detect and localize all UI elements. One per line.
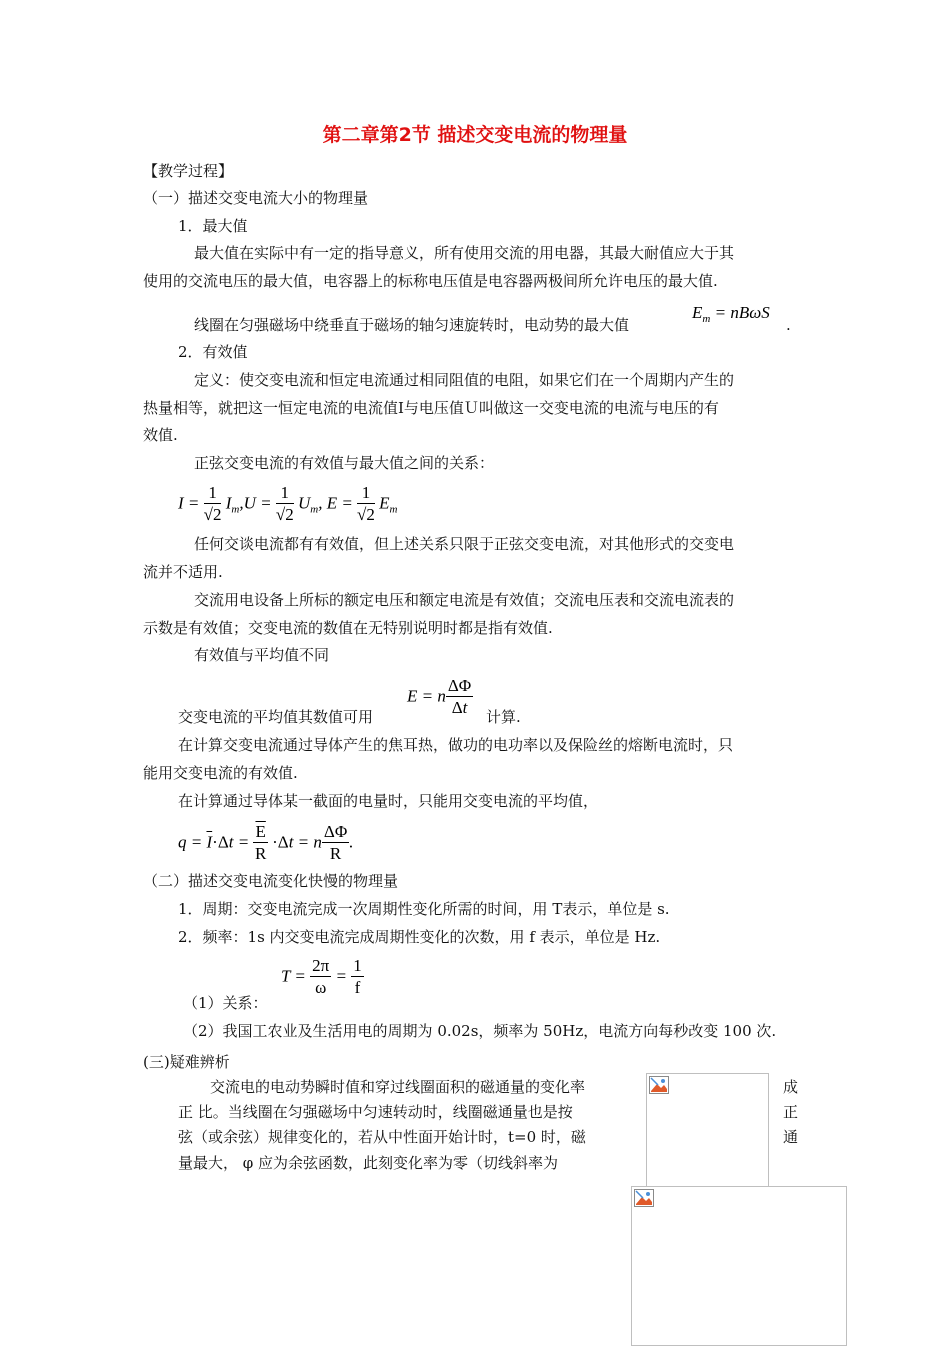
relation-label: （1）关系：: [183, 994, 268, 1012]
eff-relation-intro: 正弦交变电流的有效值与最大值之间的关系：: [194, 454, 495, 472]
s3-right-char-3: 通: [783, 1128, 799, 1146]
eff-def-line1: 定义：使交变电流和恒定电流通过相同阻值的电阻，如果它们在一个周期内产生的: [194, 371, 735, 389]
s3-right-char-1: 成: [783, 1078, 799, 1096]
s3-line1: 交流电的电动势瞬时值和穿过线圈面积的磁通量的变化率: [210, 1078, 586, 1096]
max-paragraph-line2: 使用的交流电压的最大值，电容器上的标称电压值是电容器两极间所允许电压的最大值.: [143, 272, 718, 290]
period-line: 1．周期：交变电流完成一次周期性变化所需的时间，用 T表示，单位是 s.: [178, 900, 670, 918]
max-paragraph-line3: 线圈在匀强磁场中绕垂直于磁场的轴匀速旋转时，电动势的最大值: [194, 316, 630, 334]
eff-any-line1: 任何交谈电流都有有效值，但上述关系只限于正弦交变电流，对其他形式的交变电: [194, 535, 735, 553]
max-heading: 1．最大值: [178, 217, 248, 235]
formula-emax: $E_m = nB\omega S$: [692, 303, 770, 325]
s3-line4: 量最大， φ 应为余弦函数，此刻变化率为零（切线斜率为: [178, 1154, 559, 1172]
eff-def-line3: 效值.: [143, 426, 178, 444]
joule-line1: 在计算交变电流通过导体产生的焦耳热，做功的电功率以及保险丝的熔断电流时，只: [178, 736, 734, 754]
joule-line2: 能用交变电流的有效值.: [143, 764, 298, 782]
s3-line3: 弦（或余弦）规律变化的，若从中性面开始计时，t=0 时，磁: [178, 1128, 586, 1146]
eff-def-line2: 热量相等，就把这一恒定电流的电流值Ⅰ与电压值Ｕ叫做这一交变电流的电流与电压的有: [143, 399, 719, 417]
eff-device-line2: 示数是有效值；交变电流的数值在无特别说明时都是指有效值.: [143, 619, 553, 637]
section1-heading: （一）描述交变电流大小的物理量: [143, 189, 369, 207]
formula-period: T = $\frac{2\pi}{\omega}$ = $\frac{1}{f}$: [281, 956, 362, 997]
image-placeholder-2: [631, 1186, 847, 1346]
broken-image-icon: [634, 1189, 654, 1211]
section3-heading: (三)疑难辨析: [143, 1053, 230, 1071]
eff-heading: 2．有效值: [178, 343, 248, 361]
page-title: 第二章第2节 描述交变电流的物理量: [322, 124, 628, 146]
china-line: （2）我国工农业及生活用电的周期为 0.02s，频率为 50Hz，电流方向每秒改变 100 次.: [183, 1022, 777, 1040]
eff-any-line2: 流并不适用.: [143, 563, 223, 581]
max-paragraph-end: .: [786, 316, 791, 334]
section-head: 【教学过程】: [143, 162, 234, 180]
section2-heading: （二）描述交变电流变化快慢的物理量: [143, 872, 399, 890]
eff-device-line1: 交流用电设备上所标的额定电压和额定电流是有效值；交流电压表和交流电流表的: [194, 591, 735, 609]
max-paragraph-line1: 最大值在实际中有一定的指导意义，所有使用交流的用电器，其最大耐值应大于其: [194, 244, 735, 262]
formula-average: E = n $\frac{\Delta\Phi}{\Delta t}$: [407, 676, 472, 717]
avg-line-end: 计算.: [486, 708, 521, 726]
frequency-line: 2．频率：1s 内交变电流完成周期性变化的次数，用 f 表示，单位是 Hz.: [178, 928, 661, 946]
s3-line2: 正 比。当线圈在匀强磁场中匀速转动时，线圈磁通量也是按: [178, 1103, 573, 1121]
broken-image-icon: [649, 1076, 669, 1098]
eff-avg-note: 有效值与平均值不同: [194, 646, 330, 664]
formula-effective: I = $\frac{1}{√2}$ $I_m,U$ = $\frac{1}{√2}$ $U_m$, E = $\frac{1}{√2}$ $E_m$: [178, 483, 398, 524]
charge-line: 在计算通过导体某一截面的电量时，只能用交变电流的平均值，: [178, 792, 599, 810]
s3-right-char-2: 正: [783, 1103, 799, 1121]
formula-charge: $q = \overline{I}\cdot\Delta t$ = $\frac{\overline{E}}{R}$ ·Δt = n $\frac{\Delta\Phi}{R}$ .: [178, 822, 354, 863]
avg-line: 交变电流的平均值其数值可用: [178, 708, 374, 726]
